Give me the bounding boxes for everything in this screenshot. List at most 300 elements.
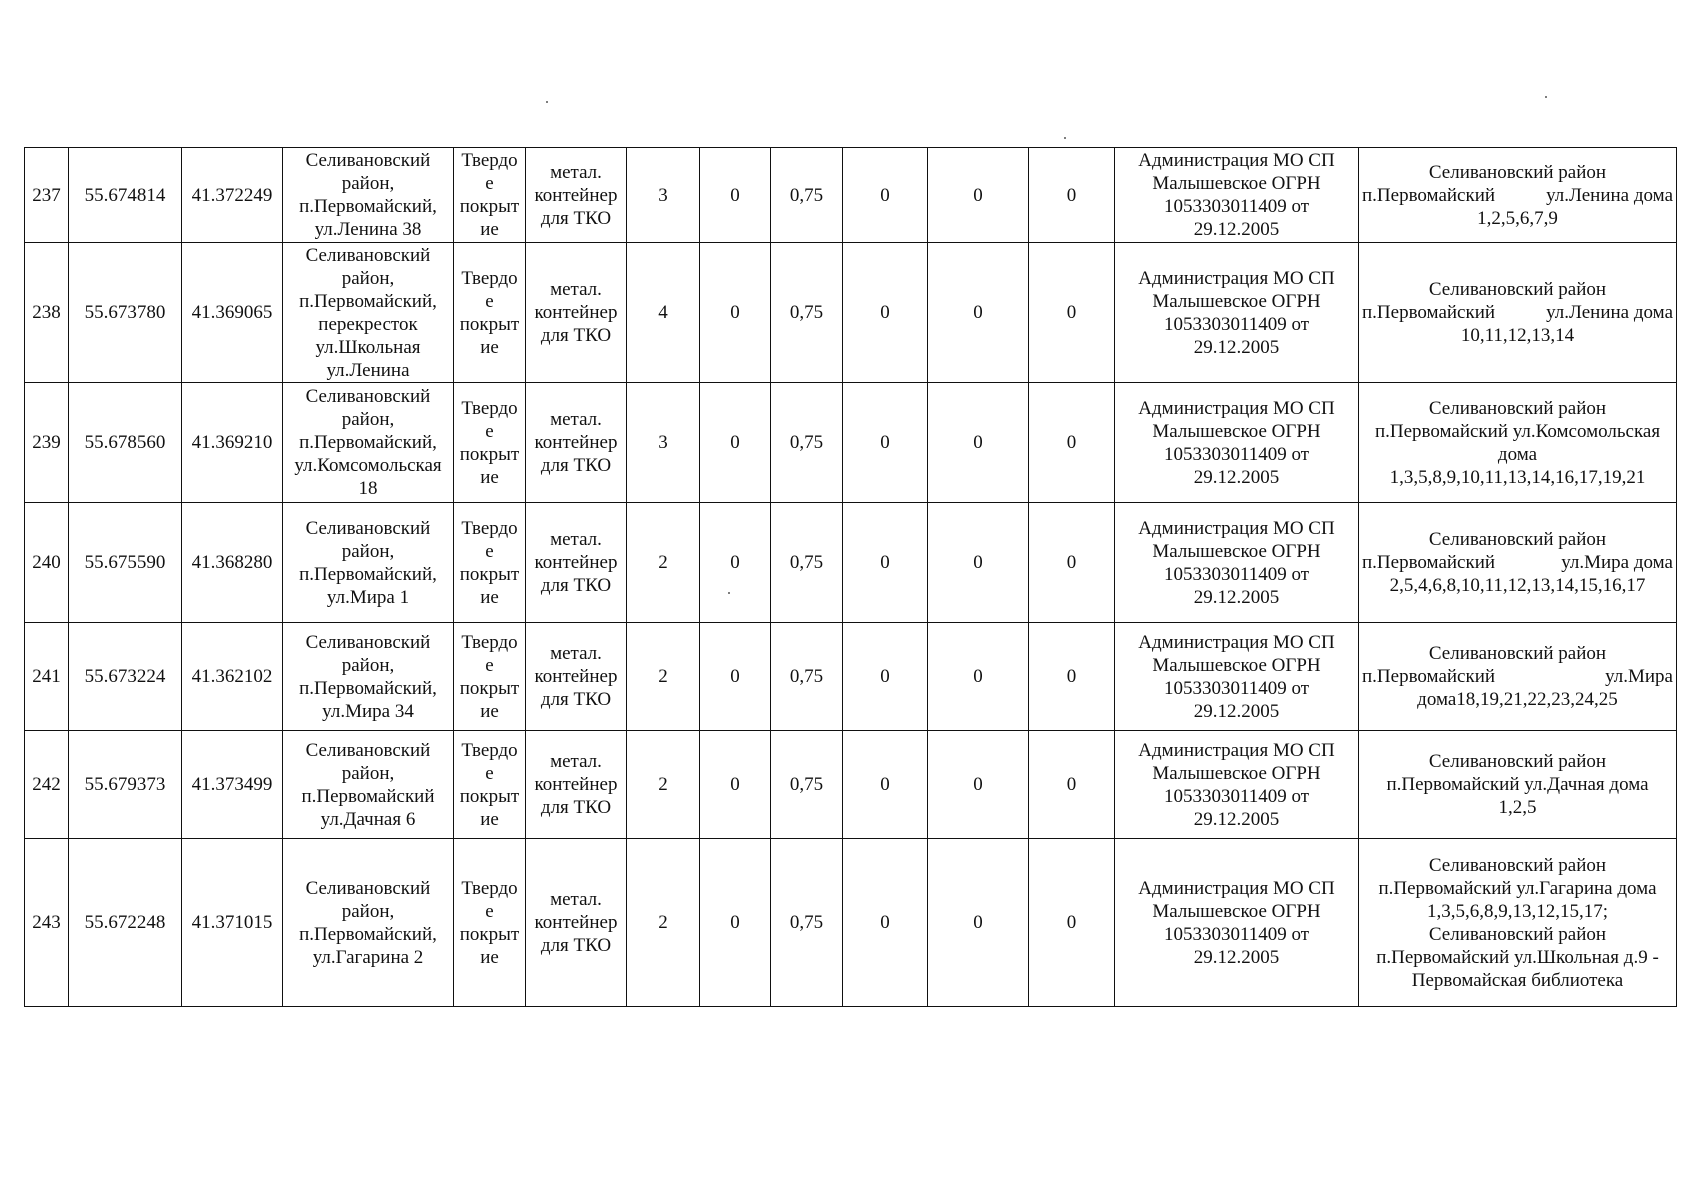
container-count-cell-text: 4 (658, 302, 668, 323)
volume-cell (771, 731, 843, 839)
waste-source-cell-line-right: ул.Ленина дома (1546, 302, 1673, 323)
latitude-cell (69, 383, 182, 503)
row-number (25, 503, 69, 623)
waste-source-cell-line: п.Первомайский ул.Гагарина дома (1378, 877, 1657, 899)
value-cell-2 (928, 623, 1029, 731)
row-number (25, 623, 69, 731)
surface-cell-line: е (485, 654, 494, 676)
volume-cell-text: 0,75 (789, 302, 824, 323)
waste-source-cell-line: п.Первомайский ул.Школьная д.9 - (1376, 946, 1659, 968)
volume-cell-text: 0,75 (789, 184, 824, 206)
address-cell-line: ул.Школьная (315, 336, 421, 358)
address-cell-line: район, (341, 409, 395, 430)
row-number-text: 238 (32, 302, 61, 323)
volume-cell-text: 0,75 (789, 774, 824, 795)
surface-cell-line: покрыт (459, 563, 520, 585)
container-count-cell-text: 3 (658, 432, 668, 453)
longitude-cell-text: 41.372249 (191, 184, 273, 206)
surface-cell (454, 383, 526, 503)
address-cell-line: ул.Комсомольская (294, 455, 442, 476)
value-cell-1-text: 0 (880, 184, 890, 206)
owner-cell-line: Администрация МО СП (1138, 150, 1335, 171)
scan-speck (1545, 96, 1547, 98)
owner-cell-line: Малышевское ОГРН (1152, 173, 1321, 194)
latitude-cell (69, 623, 182, 731)
container-type-cell (526, 503, 627, 623)
container-type-cell-line: контейнер (534, 552, 618, 573)
address-cell (283, 839, 454, 1007)
longitude-cell-text: 41.371015 (191, 912, 273, 933)
owner-cell-line: 1053303011409 от (1163, 563, 1310, 585)
latitude-cell-text: 55.679373 (84, 774, 166, 795)
volume-cell (771, 243, 843, 383)
table-row (25, 839, 1677, 1007)
surface-cell-line: е (485, 762, 494, 784)
longitude-cell (182, 148, 283, 243)
surface-cell-line: е (485, 290, 494, 312)
waste-source-cell-line: Селивановский район (1428, 751, 1607, 772)
waste-source-cell-line: п.Первомайский ул.Дачная дома (1386, 774, 1649, 795)
waste-source-cell-line: п.Первомайский ул.Комсомольская (1374, 420, 1661, 442)
waste-source-cell-line (1361, 665, 1674, 688)
address-cell-line: Селивановский (305, 877, 431, 899)
address-cell-line: п.Первомайский, (299, 677, 437, 699)
surface-cell (454, 148, 526, 243)
value-cell-2 (928, 731, 1029, 839)
waste-source-cell-line: Селивановский район (1428, 279, 1607, 300)
volume-cell (771, 383, 843, 503)
container-type-cell-line: контейнер (534, 302, 618, 323)
value-cell-2-text: 0 (973, 184, 983, 206)
owner-cell (1115, 839, 1359, 1007)
waste-source-cell-line: 1,3,5,8,9,10,11,13,14,16,17,19,21 (1389, 466, 1646, 488)
latitude-cell (69, 839, 182, 1007)
owner-cell-line: 29.12.2005 (1193, 700, 1280, 722)
waste-source-cell-line: 1,2,5 (1498, 797, 1537, 818)
value-cell-2-text: 0 (973, 432, 983, 453)
address-cell-line: район, (341, 900, 395, 922)
row-number (25, 383, 69, 503)
value-cell-3-text: 0 (1066, 552, 1077, 573)
address-cell-line: Селивановский (305, 244, 431, 266)
waste-source-cell-line: Первомайская библиотека (1411, 969, 1624, 991)
surface-cell-line: е (485, 420, 494, 442)
planned-count-cell (700, 503, 771, 623)
surface-cell-line: ие (480, 946, 499, 968)
waste-source-cell-line-right: ул.Мира (1605, 666, 1673, 687)
container-count-cell (627, 623, 700, 731)
longitude-cell (182, 731, 283, 839)
latitude-cell (69, 243, 182, 383)
owner-cell-line: Администрация МО СП (1138, 877, 1335, 899)
owner-cell-line: 1053303011409 от (1163, 677, 1310, 699)
address-cell (283, 383, 454, 503)
waste-source-cell-line: дома (1497, 443, 1538, 465)
value-cell-2-text: 0 (973, 552, 983, 573)
waste-source-cell-line: Селивановский район (1428, 854, 1607, 876)
value-cell-1-text: 0 (880, 912, 890, 933)
latitude-cell (69, 148, 182, 243)
owner-cell (1115, 148, 1359, 243)
surface-cell-line: Твердо (461, 877, 518, 899)
owner-cell-line: Администрация МО СП (1138, 631, 1335, 653)
container-type-cell (526, 148, 627, 243)
owner-cell-line: Малышевское ОГРН (1152, 900, 1321, 922)
waste-source-cell-line: Селивановский район (1428, 529, 1607, 550)
planned-count-cell-text: 0 (730, 432, 740, 453)
planned-count-cell (700, 148, 771, 243)
row-number-text: 241 (32, 666, 61, 687)
value-cell-2 (928, 243, 1029, 383)
container-type-cell-line: контейнер (534, 912, 618, 933)
row-number-text: 239 (32, 432, 61, 453)
row-number (25, 839, 69, 1007)
table-row (25, 383, 1677, 503)
address-cell-line: Селивановский (305, 517, 431, 539)
address-cell-line: Селивановский (305, 386, 431, 407)
value-cell-3 (1029, 383, 1115, 503)
surface-cell-line: е (485, 173, 494, 194)
value-cell-2 (928, 839, 1029, 1007)
address-cell-line: Селивановский (305, 739, 431, 761)
row-number (25, 731, 69, 839)
value-cell-1 (843, 623, 928, 731)
waste-source-cell (1359, 148, 1677, 243)
surface-cell-line: Твердо (461, 397, 518, 419)
value-cell-2 (928, 383, 1029, 503)
waste-source-cell-line: Селивановский район (1428, 923, 1607, 945)
latitude-cell (69, 731, 182, 839)
volume-cell-text: 0,75 (789, 666, 824, 687)
waste-source-cell-line: Селивановский район (1428, 161, 1607, 183)
container-count-cell-text: 2 (658, 666, 668, 687)
address-cell-line: ул.Дачная 6 (320, 808, 416, 830)
surface-cell-line: Твердо (461, 267, 518, 289)
address-cell-line: п.Первомайский, (299, 563, 437, 585)
value-cell-3 (1029, 243, 1115, 383)
address-cell (283, 731, 454, 839)
surface-cell-line: е (485, 900, 494, 922)
latitude-cell-text: 55.675590 (84, 552, 166, 573)
surface-cell-line: е (485, 540, 494, 562)
owner-cell (1115, 623, 1359, 731)
value-cell-3 (1029, 148, 1115, 243)
waste-source-cell (1359, 503, 1677, 623)
volume-cell (771, 148, 843, 243)
value-cell-3-text: 0 (1066, 302, 1077, 323)
value-cell-2-text: 0 (973, 912, 983, 933)
value-cell-1 (843, 731, 928, 839)
container-type-cell-line: метал. (550, 643, 602, 664)
value-cell-3-text: 0 (1066, 432, 1077, 453)
container-type-cell-line: метал. (550, 751, 602, 772)
longitude-cell-text: 41.373499 (191, 774, 273, 795)
address-cell-line: Селивановский (305, 631, 431, 653)
owner-cell-line: Администрация МО СП (1138, 739, 1335, 761)
waste-source-cell (1359, 623, 1677, 731)
longitude-cell-text: 41.369065 (191, 302, 273, 323)
waste-source-cell-line: 10,11,12,13,14 (1460, 325, 1575, 346)
container-type-cell-line: для ТКО (540, 797, 612, 818)
owner-cell-line: 1053303011409 от (1163, 785, 1310, 807)
surface-cell-line: ие (480, 586, 499, 608)
planned-count-cell (700, 383, 771, 503)
owner-cell-line: Администрация МО СП (1138, 267, 1335, 289)
owner-cell-line: Малышевское ОГРН (1152, 420, 1321, 442)
planned-count-cell-text: 0 (730, 184, 740, 206)
container-count-cell (627, 839, 700, 1007)
row-number (25, 243, 69, 383)
container-type-cell-line: метал. (550, 529, 602, 550)
waste-source-cell-line-right: ул.Ленина дома (1546, 184, 1673, 206)
longitude-cell (182, 243, 283, 383)
container-type-cell (526, 731, 627, 839)
value-cell-1-text: 0 (880, 774, 890, 795)
value-cell-2-text: 0 (973, 666, 983, 687)
owner-cell-line: 29.12.2005 (1193, 808, 1280, 830)
container-type-cell-line: контейнер (534, 666, 618, 687)
planned-count-cell-text: 0 (730, 774, 740, 795)
latitude-cell-text: 55.673224 (84, 666, 166, 687)
value-cell-1-text: 0 (880, 552, 890, 573)
address-cell-line: ул.Ленина (326, 359, 410, 381)
container-type-cell-line: метал. (550, 279, 602, 300)
owner-cell-line: 1053303011409 от (1163, 923, 1310, 945)
owner-cell (1115, 383, 1359, 503)
planned-count-cell-text: 0 (730, 666, 740, 687)
table-row (25, 243, 1677, 383)
surface-cell-line: покрыт (459, 443, 520, 465)
container-type-cell (526, 623, 627, 731)
owner-cell-line: 1053303011409 от (1163, 196, 1310, 217)
address-cell-line: ул.Ленина 38 (314, 219, 422, 240)
row-number-text: 237 (32, 184, 61, 206)
container-type-cell-line: для ТКО (540, 325, 612, 346)
address-cell-line: район, (341, 654, 395, 676)
value-cell-1 (843, 243, 928, 383)
value-cell-2-text: 0 (973, 302, 983, 323)
surface-cell-line: ие (480, 808, 499, 830)
address-cell (283, 243, 454, 383)
row-number-text: 243 (32, 912, 61, 933)
surface-cell-line: Твердо (461, 150, 518, 171)
container-type-cell (526, 383, 627, 503)
owner-cell-line: Малышевское ОГРН (1152, 290, 1321, 312)
planned-count-cell (700, 731, 771, 839)
address-cell-line: 18 (358, 478, 378, 499)
longitude-cell-text: 41.368280 (191, 552, 273, 573)
value-cell-1 (843, 503, 928, 623)
row-number-text: 240 (32, 552, 61, 573)
container-type-cell-line: контейнер (534, 774, 618, 795)
latitude-cell (69, 503, 182, 623)
surface-cell (454, 623, 526, 731)
container-count-cell-text: 2 (658, 774, 668, 795)
surface-cell-line: Твердо (461, 631, 518, 653)
volume-cell (771, 503, 843, 623)
volume-cell (771, 623, 843, 731)
table-row (25, 731, 1677, 839)
value-cell-3 (1029, 731, 1115, 839)
planned-count-cell-text: 0 (730, 912, 740, 933)
waste-source-cell-line: 2,5,4,6,8,10,11,12,13,14,15,16,17 (1389, 575, 1646, 596)
address-cell-line: п.Первомайский, (299, 432, 437, 453)
address-cell-line: район, (341, 267, 395, 289)
owner-cell (1115, 731, 1359, 839)
address-cell (283, 503, 454, 623)
value-cell-2 (928, 148, 1029, 243)
waste-sites-table (24, 147, 1677, 1007)
volume-cell-text: 0,75 (789, 912, 824, 933)
container-type-cell-line: для ТКО (540, 455, 612, 476)
container-type-cell-line: для ТКО (540, 689, 612, 710)
waste-source-cell-line-left: п.Первомайский (1362, 302, 1496, 323)
value-cell-3-text: 0 (1066, 666, 1077, 687)
surface-cell-line: ие (480, 336, 499, 358)
value-cell-3-text: 0 (1066, 912, 1077, 933)
waste-source-cell-line: 1,2,5,6,7,9 (1477, 207, 1558, 229)
latitude-cell-text: 55.672248 (84, 912, 166, 933)
owner-cell-line: Малышевское ОГРН (1152, 540, 1321, 562)
surface-cell-line: покрыт (459, 785, 520, 807)
container-type-cell-line: метал. (550, 161, 602, 183)
container-type-cell (526, 839, 627, 1007)
container-type-cell-line: контейнер (534, 184, 618, 206)
address-cell (283, 148, 454, 243)
value-cell-1 (843, 839, 928, 1007)
surface-cell-line: покрыт (459, 196, 520, 217)
value-cell-1-text: 0 (880, 666, 890, 687)
owner-cell-line: 29.12.2005 (1193, 946, 1280, 968)
value-cell-1-text: 0 (880, 432, 890, 453)
surface-cell (454, 839, 526, 1007)
waste-source-cell-line-right: ул.Мира дома (1561, 552, 1673, 573)
value-cell-1-text: 0 (880, 302, 890, 323)
waste-source-cell (1359, 731, 1677, 839)
value-cell-3 (1029, 503, 1115, 623)
latitude-cell-text: 55.678560 (84, 432, 166, 453)
waste-source-cell (1359, 243, 1677, 383)
longitude-cell-text: 41.369210 (191, 432, 273, 453)
waste-source-cell-line: Селивановский район (1428, 397, 1607, 419)
latitude-cell-text: 55.674814 (84, 184, 166, 206)
container-type-cell-line: метал. (550, 409, 602, 430)
container-count-cell (627, 383, 700, 503)
address-cell (283, 623, 454, 731)
value-cell-1 (843, 148, 928, 243)
value-cell-2-text: 0 (973, 774, 983, 795)
planned-count-cell-text: 0 (730, 302, 740, 323)
surface-cell-line: покрыт (459, 313, 520, 335)
surface-cell-line: ие (480, 219, 499, 240)
address-cell-line: район, (341, 173, 395, 194)
surface-cell-line: Твердо (461, 739, 518, 761)
longitude-cell (182, 839, 283, 1007)
owner-cell (1115, 243, 1359, 383)
owner-cell-line: Малышевское ОГРН (1152, 654, 1321, 676)
address-cell-line: п.Первомайский, (299, 290, 437, 312)
container-count-cell-text: 3 (658, 184, 668, 206)
owner-cell-line: 29.12.2005 (1193, 336, 1280, 358)
volume-cell (771, 839, 843, 1007)
waste-source-cell (1359, 383, 1677, 503)
container-type-cell-line: для ТКО (540, 207, 612, 229)
waste-source-cell-line: 1,3,5,6,8,9,13,12,15,17; (1426, 900, 1609, 922)
address-cell-line: п.Первомайский, (299, 923, 437, 945)
row-number (25, 148, 69, 243)
table-row (25, 503, 1677, 623)
owner-cell-line: 29.12.2005 (1193, 586, 1280, 608)
waste-source-cell (1359, 839, 1677, 1007)
container-count-cell (627, 148, 700, 243)
address-cell-line: п.Первомайский, (299, 196, 437, 217)
surface-cell (454, 503, 526, 623)
container-type-cell-line: контейнер (534, 432, 618, 453)
table-row (25, 623, 1677, 731)
surface-cell (454, 243, 526, 383)
address-cell-line: ул.Мира 1 (326, 586, 410, 608)
address-cell-line: п.Первомайский (301, 785, 435, 807)
container-type-cell-line: для ТКО (540, 935, 612, 956)
container-count-cell-text: 2 (658, 912, 668, 933)
volume-cell-text: 0,75 (789, 432, 824, 453)
waste-source-cell-line-left: п.Первомайский (1362, 552, 1496, 573)
owner-cell (1115, 503, 1359, 623)
surface-cell-line: ие (480, 466, 499, 488)
address-cell-line: район, (341, 762, 395, 784)
waste-source-cell-line (1361, 301, 1674, 324)
surface-cell (454, 731, 526, 839)
owner-cell-line: 1053303011409 от (1163, 313, 1310, 335)
value-cell-3 (1029, 839, 1115, 1007)
row-number-text: 242 (32, 774, 61, 795)
address-cell-line: ул.Гагарина 2 (312, 946, 424, 968)
waste-source-cell-line (1361, 551, 1674, 574)
value-cell-3-text: 0 (1066, 774, 1077, 795)
waste-source-cell-line-left: п.Первомайский (1362, 666, 1496, 687)
owner-cell-line: 1053303011409 от (1163, 443, 1310, 465)
planned-count-cell (700, 839, 771, 1007)
address-cell-line: перекресток (318, 313, 418, 335)
scan-speck (546, 101, 548, 103)
container-count-cell-text: 2 (658, 552, 668, 573)
container-count-cell (627, 503, 700, 623)
value-cell-3 (1029, 623, 1115, 731)
latitude-cell-text: 55.673780 (84, 302, 166, 323)
surface-cell-line: Твердо (461, 517, 518, 539)
container-count-cell (627, 731, 700, 839)
owner-cell-line: Администрация МО СП (1138, 517, 1335, 539)
longitude-cell-text: 41.362102 (191, 666, 273, 687)
surface-cell-line: покрыт (459, 677, 520, 699)
value-cell-3-text: 0 (1066, 184, 1077, 206)
table-body (25, 148, 1677, 1007)
planned-count-cell (700, 623, 771, 731)
address-cell-line: район, (341, 540, 395, 562)
container-type-cell-line: метал. (550, 889, 602, 910)
surface-cell-line: ие (480, 700, 499, 722)
value-cell-1 (843, 383, 928, 503)
volume-cell-text: 0,75 (789, 552, 824, 573)
planned-count-cell (700, 243, 771, 383)
address-cell-line: ул.Мира 34 (322, 700, 414, 722)
table-row (25, 148, 1677, 243)
longitude-cell (182, 383, 283, 503)
waste-source-cell-line (1361, 184, 1674, 207)
value-cell-2 (928, 503, 1029, 623)
owner-cell-line: Администрация МО СП (1138, 397, 1335, 419)
planned-count-cell-text: 0 (730, 552, 740, 573)
